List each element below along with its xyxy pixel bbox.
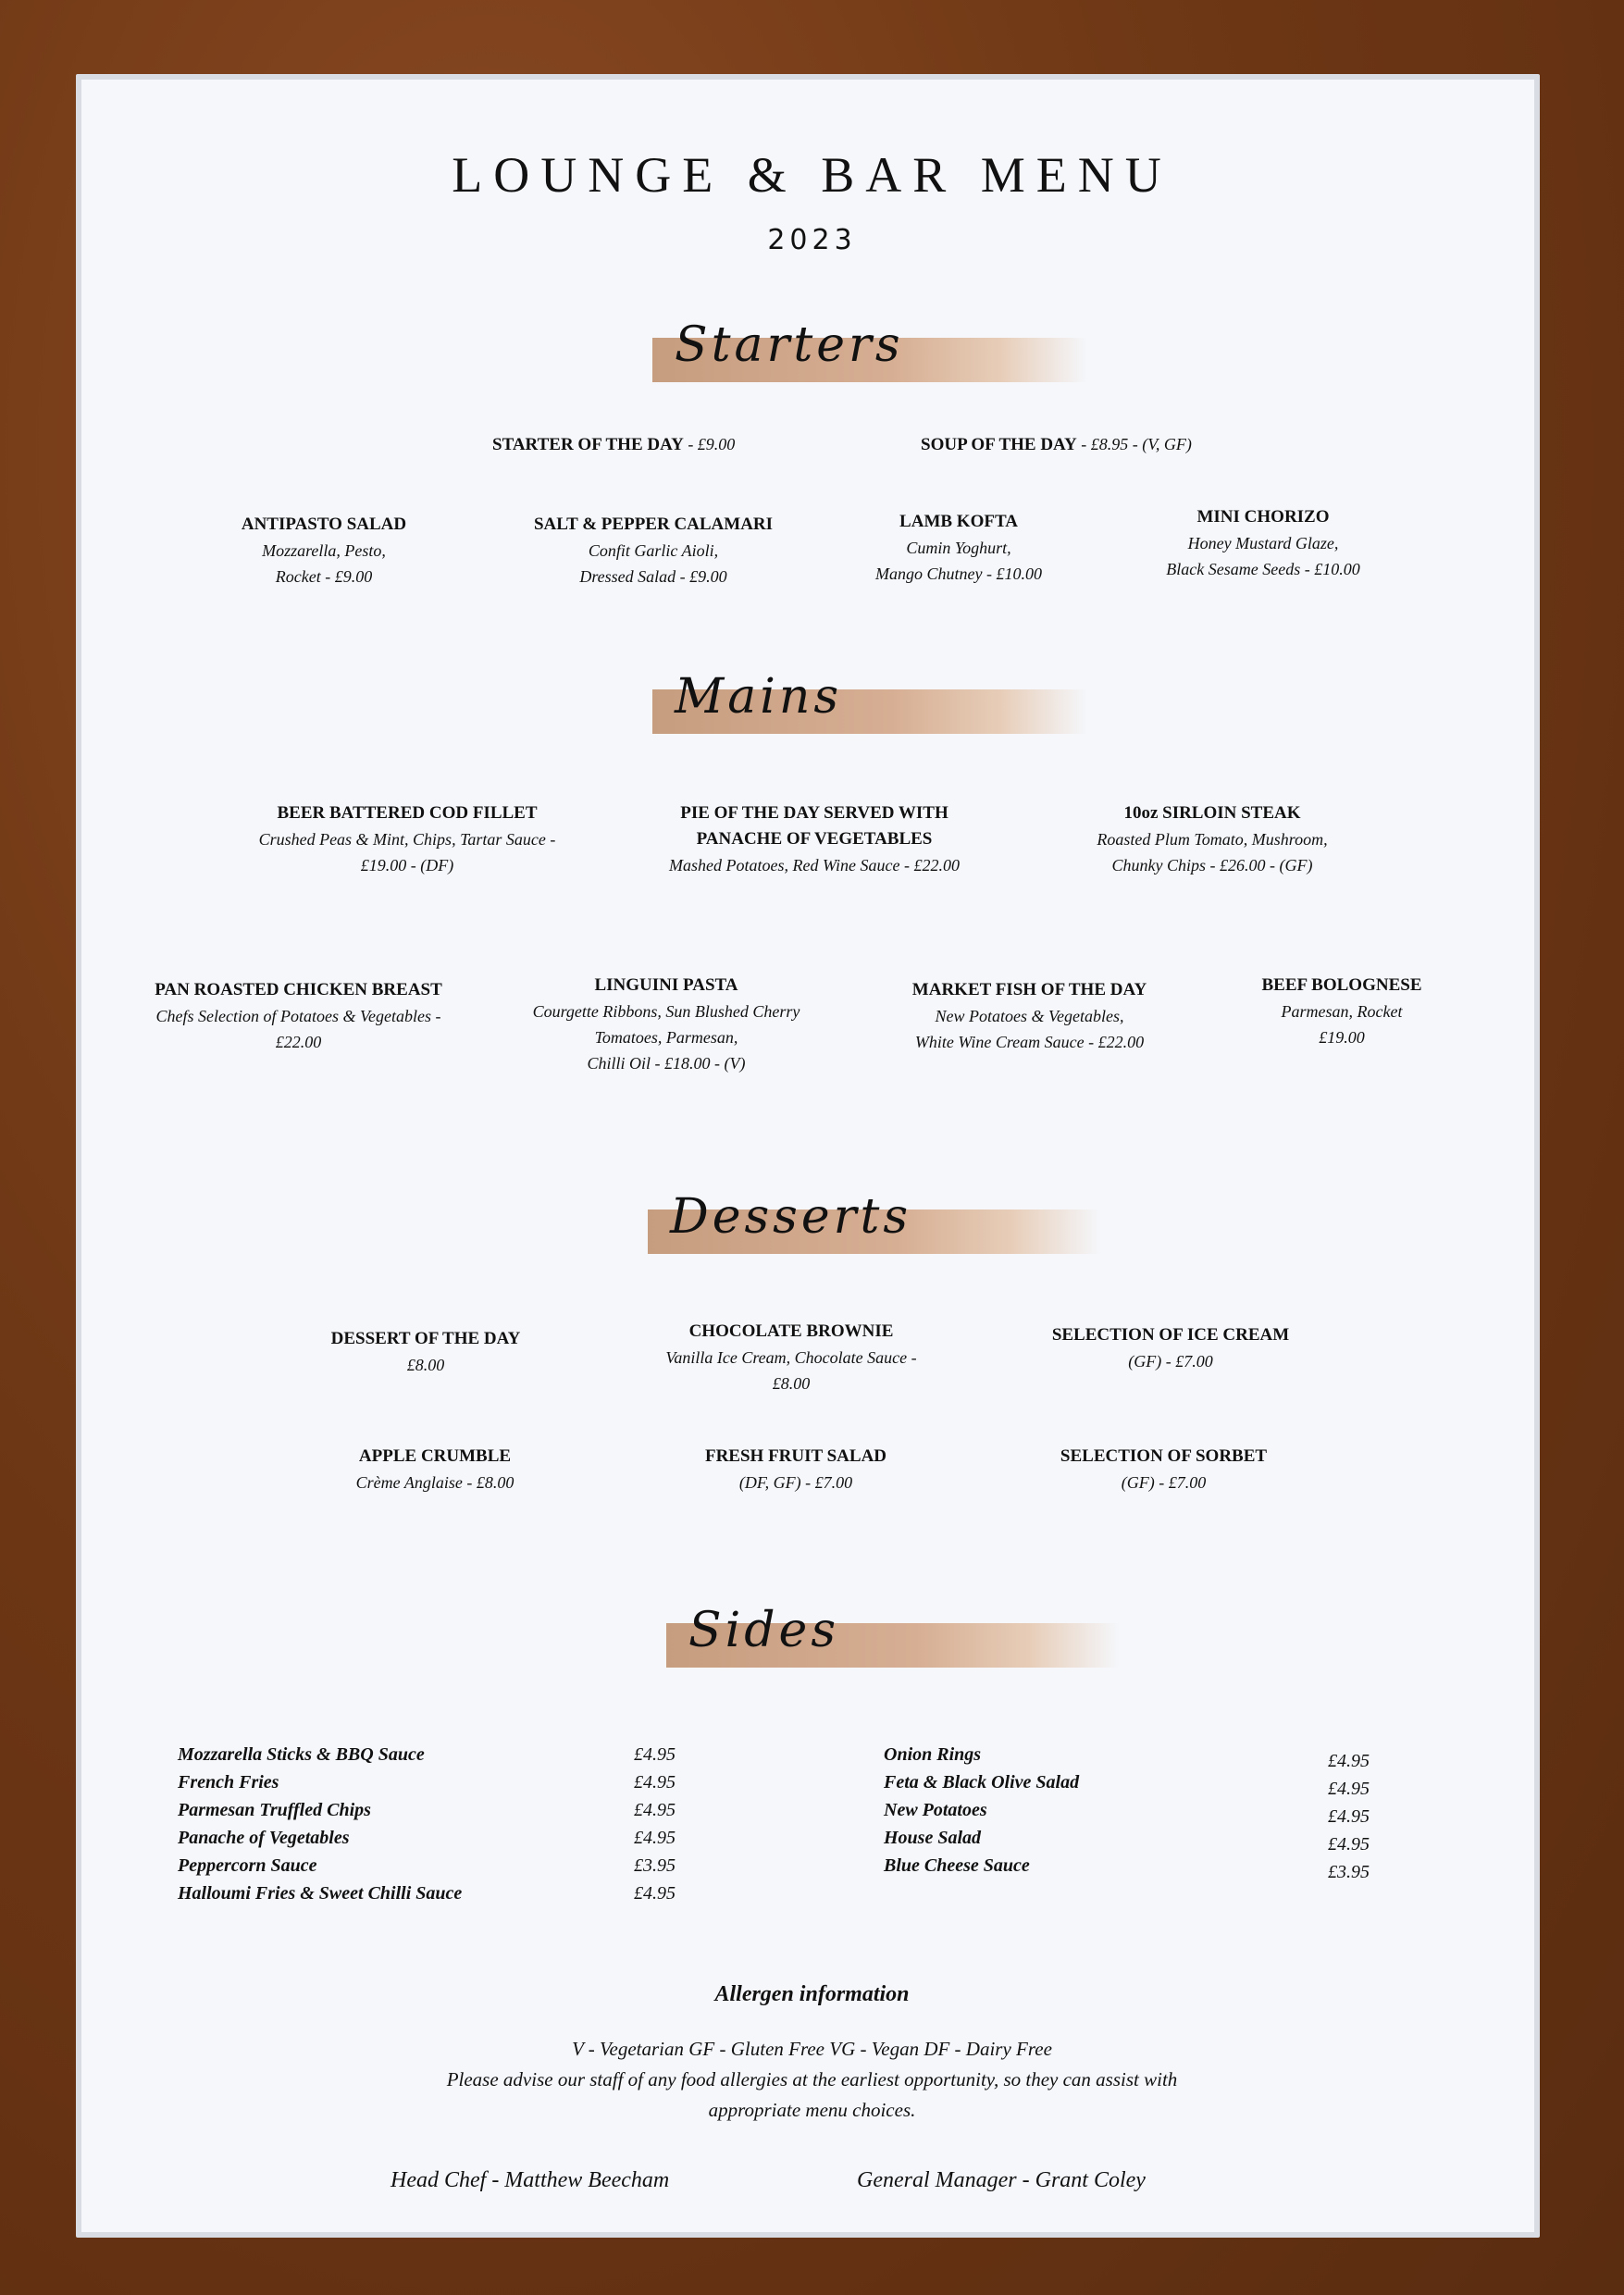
item-description: Confit Garlic Aioli, — [588, 541, 719, 560]
side-price: £3.95 — [1328, 1862, 1370, 1882]
item-description: Black Sesame Seeds - £10.00 — [1166, 560, 1360, 578]
side-item: Onion Rings — [884, 1744, 982, 1765]
item-description: Mozzarella, Pesto, — [262, 541, 386, 560]
side-item: New Potatoes — [884, 1800, 987, 1820]
item-description: Cumin Yoghurt, — [906, 539, 1011, 557]
item-name: SELECTION OF SORBET — [1060, 1446, 1268, 1466]
side-item: French Fries — [178, 1772, 279, 1793]
item-name: PANACHE OF VEGETABLES — [696, 829, 933, 849]
item-description: (GF) - £7.00 — [1121, 1473, 1207, 1492]
menu-title: LOUNGE & BAR MENU — [452, 147, 1172, 203]
side-price: £4.95 — [634, 1828, 676, 1848]
menu-item — [629, 1319, 953, 1396]
starter-of-the-day — [492, 431, 735, 458]
mains-heading: Mains — [675, 669, 843, 725]
menu-item — [1124, 504, 1402, 582]
item-name: PAN ROASTED CHICKEN BREAST — [155, 980, 442, 999]
item-name: 10oz SIRLOIN STEAK — [1123, 803, 1301, 823]
menu-item — [870, 977, 1189, 1055]
item-name: FRESH FRUIT SALAD — [704, 1446, 887, 1466]
item-description: Rocket - £9.00 — [275, 567, 373, 586]
item-description: Tomatoes, Parmesan, — [594, 1028, 738, 1047]
menu-item — [1231, 973, 1453, 1050]
item-description: Mango Chutney - £10.00 — [875, 564, 1042, 583]
sides-left-prices — [634, 1741, 676, 1907]
starters-heading: Starters — [675, 317, 904, 373]
side-item: Mozzarella Sticks & BBQ Sauce — [178, 1744, 425, 1765]
item-description: Crushed Peas & Mint, Chips, Tartar Sauce - — [258, 830, 556, 849]
menu-item — [287, 1326, 564, 1378]
item-description: Honey Mustard Glaze, — [1187, 534, 1339, 552]
menu-sheet — [81, 80, 1534, 2232]
item-description: £8.00 — [772, 1374, 811, 1393]
item-description: £22.00 — [275, 1033, 322, 1051]
side-item: Blue Cheese Sauce — [884, 1855, 1030, 1876]
item-name: MINI CHORIZO — [1196, 507, 1330, 527]
sides-band — [666, 1603, 1120, 1668]
menu-item — [222, 800, 592, 878]
desserts-heading: Desserts — [670, 1189, 912, 1245]
item-description: Courgette Ribbons, Sun Blushed Cherry — [532, 1002, 800, 1021]
menu-item — [1027, 800, 1397, 878]
side-price: £4.95 — [1328, 1751, 1370, 1771]
side-price: £3.95 — [634, 1855, 676, 1876]
allergen-heading: Allergen information — [714, 1982, 910, 2006]
general-manager-signature: General Manager - Grant Coley — [857, 2168, 1146, 2192]
side-item: Halloumi Fries & Sweet Chilli Sauce — [178, 1883, 463, 1904]
starter-of-the-day-name: STARTER OF THE DAY — [492, 435, 684, 454]
item-description: £19.00 - (DF) — [360, 856, 454, 875]
side-item: House Salad — [884, 1828, 982, 1848]
item-description: Chunky Chips - £26.00 - (GF) — [1111, 856, 1313, 875]
allergen-advice: appropriate menu choices. — [708, 2099, 916, 2121]
item-description: Vanilla Ice Cream, Chocolate Sauce - — [665, 1348, 917, 1367]
item-description: Crème Anglaise - £8.00 — [355, 1473, 514, 1492]
sides-right-list — [884, 1741, 1079, 1879]
item-description: White Wine Cream Sauce - £22.00 — [914, 1033, 1145, 1051]
item-description: (DF, GF) - £7.00 — [738, 1473, 853, 1492]
menu-item — [500, 973, 833, 1076]
item-description: Parmesan, Rocket — [1281, 1002, 1403, 1021]
item-description: Mashed Potatoes, Red Wine Sauce - £22.00 — [669, 856, 960, 875]
side-price: £4.95 — [634, 1800, 676, 1820]
soup-of-the-day — [921, 431, 1192, 458]
starters-band — [652, 317, 1087, 382]
menu-year: 2023 — [767, 224, 857, 256]
item-name: ANTIPASTO SALAD — [241, 515, 407, 534]
item-description: New Potatoes & Vegetables, — [935, 1007, 1124, 1025]
soup-of-the-day-name: SOUP OF THE DAY — [921, 435, 1077, 454]
item-name: SALT & PEPPER CALAMARI — [533, 515, 774, 534]
item-name: DESSERT OF THE DAY — [330, 1329, 521, 1348]
side-price: £4.95 — [1328, 1779, 1370, 1799]
sides-left-list — [178, 1741, 462, 1907]
item-description: Roasted Plum Tomato, Mushroom, — [1097, 830, 1328, 849]
side-item: Peppercorn Sauce — [178, 1855, 317, 1876]
starter-of-the-day-detail: - £9.00 — [683, 435, 736, 453]
item-name: SELECTION OF ICE CREAM — [1051, 1325, 1290, 1345]
menu-item — [820, 509, 1097, 587]
item-name: APPLE CRUMBLE — [358, 1446, 512, 1466]
menu-item — [185, 512, 463, 589]
desserts-band — [648, 1189, 1101, 1254]
allergen-info — [278, 2034, 1346, 2126]
item-description: Chilli Oil - £18.00 - (V) — [587, 1054, 746, 1073]
item-name: LAMB KOFTA — [899, 512, 1018, 531]
side-price: £4.95 — [1328, 1834, 1370, 1855]
soup-of-the-day-detail: - £8.95 - (V, GF) — [1076, 435, 1192, 453]
mains-band — [652, 669, 1087, 734]
head-chef-signature: Head Chef - Matthew Beecham — [391, 2168, 670, 2192]
side-item: Feta & Black Olive Salad — [884, 1772, 1080, 1793]
menu-item — [1018, 1444, 1309, 1495]
item-name: CHOCOLATE BROWNIE — [688, 1321, 894, 1341]
side-price: £4.95 — [634, 1772, 676, 1793]
allergen-advice: Please advise our staff of any food allergies at the earliest opportunity, so they can assist with — [446, 2068, 1178, 2090]
menu-item — [514, 512, 792, 589]
sides-heading: Sides — [688, 1603, 839, 1658]
side-item: Parmesan Truffled Chips — [178, 1800, 371, 1820]
item-name: MARKET FISH OF THE DAY — [911, 980, 1147, 999]
side-price: £4.95 — [634, 1744, 676, 1765]
item-description: £8.00 — [406, 1356, 445, 1374]
menu-item — [120, 977, 477, 1055]
item-description: Chefs Selection of Potatoes & Vegetables - — [155, 1007, 441, 1025]
menu-item — [657, 1444, 935, 1495]
item-name: LINGUINI PASTA — [594, 975, 738, 995]
item-description: Dressed Salad - £9.00 — [579, 567, 727, 586]
side-price: £4.95 — [1328, 1806, 1370, 1827]
allergen-key: V - Vegetarian GF - Gluten Free VG - Vegan DF - Dairy Free — [572, 2038, 1052, 2060]
menu-item — [1027, 1322, 1314, 1374]
item-name: PIE OF THE DAY SERVED WITH — [680, 803, 948, 823]
side-price: £4.95 — [634, 1883, 676, 1904]
menu-item — [287, 1444, 583, 1495]
item-name: BEER BATTERED COD FILLET — [277, 803, 538, 823]
item-name: BEEF BOLOGNESE — [1261, 975, 1422, 995]
side-item: Panache of Vegetables — [178, 1828, 350, 1848]
sides-right-prices — [1328, 1747, 1370, 1886]
item-description: £19.00 — [1319, 1028, 1365, 1047]
item-description: (GF) - £7.00 — [1128, 1352, 1213, 1371]
menu-item — [629, 800, 999, 878]
